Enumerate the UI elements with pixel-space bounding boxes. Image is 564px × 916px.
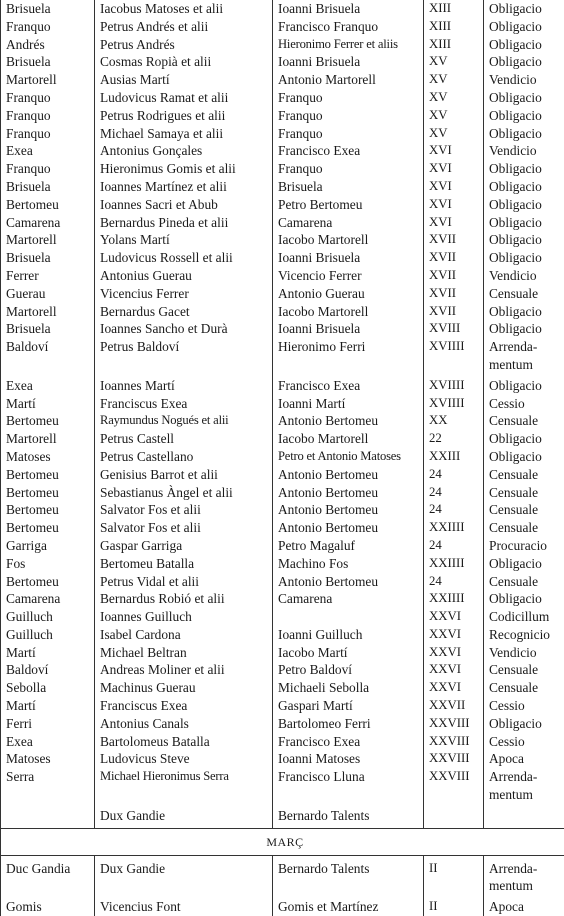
- party-cell: Franciscus Exea: [95, 395, 273, 413]
- act-type-cell: Apoca: [484, 898, 564, 916]
- month-section-row: [1, 828, 564, 855]
- act-type-cell: Obligacio: [484, 107, 564, 125]
- table-row: [1, 107, 564, 125]
- surname-cell: Camarena: [1, 214, 95, 232]
- act-type-cell: Obligacio: [484, 231, 564, 249]
- recipient-cell: Franquo: [273, 125, 424, 143]
- party-cell: Vicencius Ferrer: [95, 285, 273, 303]
- party-cell: Antonius Guerau: [95, 267, 273, 285]
- table-row: [1, 590, 564, 608]
- act-type-cell: Obligacio: [484, 214, 564, 232]
- act-type-cell: Cessio: [484, 733, 564, 751]
- table-row: [1, 608, 564, 626]
- surname-cell: Martorell: [1, 430, 95, 448]
- act-type-cell: Codicillum: [484, 608, 564, 626]
- recipient-cell: Brisuela: [273, 178, 424, 196]
- act-type-cell: Censuale: [484, 412, 564, 430]
- table-row: [1, 644, 564, 662]
- act-type-cell: Obligacio: [484, 555, 564, 573]
- act-type-cell: Obligacio: [484, 430, 564, 448]
- day-cell: XXVI: [424, 608, 484, 626]
- day-cell: XVI: [424, 196, 484, 214]
- party-cell: Iacobus Matoses et alii: [95, 0, 273, 18]
- table-row: [1, 430, 564, 448]
- act-type-cell: Recognicio: [484, 626, 564, 644]
- recipient-cell: Petro et Antonio Matoses: [273, 448, 424, 466]
- table-row: [1, 484, 564, 502]
- day-cell: XXIIII: [424, 555, 484, 573]
- recipient-cell: Ioanni Brisuela: [273, 320, 424, 338]
- day-cell: 24: [424, 501, 484, 519]
- surname-cell: Bertomeu: [1, 573, 95, 591]
- act-type-cell: Arrenda-mentum: [484, 855, 564, 898]
- surname-cell: Ferri: [1, 715, 95, 733]
- day-cell: 24: [424, 466, 484, 484]
- party-cell: Bertomeu Batalla: [95, 555, 273, 573]
- surname-cell: Matoses: [1, 448, 95, 466]
- surname-cell: Guilluch: [1, 626, 95, 644]
- recipient-cell: Machino Fos: [273, 555, 424, 573]
- surname-cell: Camarena: [1, 590, 95, 608]
- table-row: [1, 377, 564, 395]
- party-cell: Petrus Andrés et alii: [95, 18, 273, 36]
- party-cell: Petrus Castellano: [95, 448, 273, 466]
- surname-cell: Bertomeu: [1, 196, 95, 214]
- table-row: [1, 466, 564, 484]
- day-cell: XVI: [424, 214, 484, 232]
- table-row: [1, 160, 564, 178]
- day-cell: II: [424, 898, 484, 916]
- surname-cell: Franquo: [1, 18, 95, 36]
- surname-cell: [1, 807, 95, 828]
- recipient-cell: Petro Magaluf: [273, 537, 424, 555]
- party-cell: Hieronimus Gomis et alii: [95, 160, 273, 178]
- surname-cell: Martí: [1, 395, 95, 413]
- table-row: [1, 303, 564, 321]
- month-heading: MARÇ: [1, 828, 564, 855]
- surname-cell: Brisuela: [1, 0, 95, 18]
- party-cell: Vicencius Font: [95, 898, 273, 916]
- day-cell: XXIIII: [424, 590, 484, 608]
- act-type-cell: Obligacio: [484, 160, 564, 178]
- recipient-cell: Francisco Exea: [273, 142, 424, 160]
- party-cell: Franciscus Exea: [95, 697, 273, 715]
- surname-cell: Franquo: [1, 89, 95, 107]
- surname-cell: Ferrer: [1, 267, 95, 285]
- act-type-cell: Obligacio: [484, 196, 564, 214]
- surname-cell: Brisuela: [1, 178, 95, 196]
- day-cell: XVII: [424, 303, 484, 321]
- act-type-cell: Censuale: [484, 679, 564, 697]
- day-cell: XVIIII: [424, 338, 484, 377]
- surname-cell: Brisuela: [1, 53, 95, 71]
- day-cell: XXIII: [424, 448, 484, 466]
- table-row: [1, 733, 564, 751]
- act-type-cell: Vendicio: [484, 71, 564, 89]
- day-cell: XVI: [424, 142, 484, 160]
- recipient-cell: Ioanni Martí: [273, 395, 424, 413]
- surname-cell: Martorell: [1, 231, 95, 249]
- party-cell: Ludovicus Steve: [95, 750, 273, 768]
- party-cell: Bernardus Pineda et alii: [95, 214, 273, 232]
- surname-cell: Exea: [1, 733, 95, 751]
- recipient-cell: Iacobo Martorell: [273, 430, 424, 448]
- surname-cell: Baldoví: [1, 338, 95, 377]
- surname-cell: Bertomeu: [1, 501, 95, 519]
- table-row: [1, 573, 564, 591]
- recipient-cell: Antonio Bertomeu: [273, 573, 424, 591]
- table-row: [1, 71, 564, 89]
- day-cell: [424, 807, 484, 828]
- party-cell: Bartolomeus Batalla: [95, 733, 273, 751]
- act-type-cell: Vendicio: [484, 267, 564, 285]
- recipient-cell: Bartolomeo Ferri: [273, 715, 424, 733]
- table-row: [1, 715, 564, 733]
- act-type-cell: Obligacio: [484, 89, 564, 107]
- day-cell: II: [424, 855, 484, 898]
- party-cell: Genisius Barrot et alii: [95, 466, 273, 484]
- table-row: [1, 750, 564, 768]
- act-type-cell: Vendicio: [484, 644, 564, 662]
- surname-cell: Franquo: [1, 107, 95, 125]
- table-row: [1, 412, 564, 430]
- table-row: [1, 36, 564, 54]
- recipient-cell: Franquo: [273, 160, 424, 178]
- surname-cell: Bertomeu: [1, 484, 95, 502]
- surname-cell: Exea: [1, 377, 95, 395]
- day-cell: XVIII: [424, 320, 484, 338]
- day-cell: XXVIII: [424, 733, 484, 751]
- act-type-cell: Censuale: [484, 285, 564, 303]
- party-cell: Michael Samaya et alii: [95, 125, 273, 143]
- surname-cell: Martorell: [1, 71, 95, 89]
- recipient-cell: Camarena: [273, 590, 424, 608]
- day-cell: XVI: [424, 178, 484, 196]
- table-row: [1, 807, 564, 828]
- recipient-cell: Petro Baldoví: [273, 661, 424, 679]
- party-cell: Petrus Andrés: [95, 36, 273, 54]
- surname-cell: Baldoví: [1, 661, 95, 679]
- recipient-cell: Ioanni Brisuela: [273, 249, 424, 267]
- party-cell: Andreas Moliner et alii: [95, 661, 273, 679]
- table-row: [1, 249, 564, 267]
- act-type-cell: Arrenda-mentum: [484, 338, 564, 377]
- day-cell: XV: [424, 125, 484, 143]
- act-type-cell: Obligacio: [484, 448, 564, 466]
- day-cell: 24: [424, 573, 484, 591]
- recipient-cell: Franquo: [273, 107, 424, 125]
- table-row: [1, 626, 564, 644]
- table-row: [1, 555, 564, 573]
- day-cell: XXVI: [424, 661, 484, 679]
- party-cell: Gaspar Garriga: [95, 537, 273, 555]
- surname-cell: Bertomeu: [1, 466, 95, 484]
- recipient-cell: Bernardo Talents: [273, 855, 424, 898]
- day-cell: XIII: [424, 18, 484, 36]
- act-type-cell: Censuale: [484, 519, 564, 537]
- recipient-cell: Antonio Guerau: [273, 285, 424, 303]
- recipient-cell: Camarena: [273, 214, 424, 232]
- recipient-cell: Michaeli Sebolla: [273, 679, 424, 697]
- table-row: [1, 501, 564, 519]
- day-cell: 22: [424, 430, 484, 448]
- act-type-cell: Obligacio: [484, 590, 564, 608]
- table-row: [1, 519, 564, 537]
- surname-cell: Serra: [1, 768, 95, 807]
- recipient-cell: Antonio Martorell: [273, 71, 424, 89]
- recipient-cell: Antonio Bertomeu: [273, 412, 424, 430]
- act-type-cell: Obligacio: [484, 320, 564, 338]
- surname-cell: Brisuela: [1, 249, 95, 267]
- day-cell: XIII: [424, 0, 484, 18]
- surname-cell: Garriga: [1, 537, 95, 555]
- party-cell: Michael Hieronimus Serra: [95, 768, 273, 807]
- day-cell: XV: [424, 53, 484, 71]
- recipient-cell: Antonio Bertomeu: [273, 519, 424, 537]
- act-type-cell: Obligacio: [484, 53, 564, 71]
- act-type-cell: Censuale: [484, 573, 564, 591]
- day-cell: XIII: [424, 36, 484, 54]
- party-cell: Machinus Guerau: [95, 679, 273, 697]
- recipient-cell: Gomis et Martínez: [273, 898, 424, 916]
- party-cell: Dux Gandie: [95, 807, 273, 828]
- table-row: [1, 448, 564, 466]
- act-type-cell: Obligacio: [484, 249, 564, 267]
- day-cell: XV: [424, 71, 484, 89]
- party-cell: Ausias Martí: [95, 71, 273, 89]
- day-cell: XXVI: [424, 626, 484, 644]
- recipient-cell: Vicencio Ferrer: [273, 267, 424, 285]
- surname-cell: Duc Gandia: [1, 855, 95, 898]
- table-row: [1, 231, 564, 249]
- recipient-cell: Ioanni Matoses: [273, 750, 424, 768]
- surname-cell: Guilluch: [1, 608, 95, 626]
- day-cell: XVIIII: [424, 377, 484, 395]
- party-cell: Ludovicus Rossell et alii: [95, 249, 273, 267]
- day-cell: XVII: [424, 285, 484, 303]
- table-row: [1, 18, 564, 36]
- recipient-cell: Francisco Lluna: [273, 768, 424, 807]
- table-row: [1, 898, 564, 916]
- day-cell: XVII: [424, 249, 484, 267]
- recipient-cell: Francisco Exea: [273, 733, 424, 751]
- table-row: [1, 267, 564, 285]
- table-row: [1, 214, 564, 232]
- party-cell: Ioannes Martínez et alii: [95, 178, 273, 196]
- recipient-cell: Hieronimo Ferrer et aliis: [273, 36, 424, 54]
- recipient-cell: Gaspari Martí: [273, 697, 424, 715]
- party-cell: Michael Beltran: [95, 644, 273, 662]
- table-row: [1, 395, 564, 413]
- day-cell: XVIIII: [424, 395, 484, 413]
- day-cell: XXVIII: [424, 715, 484, 733]
- day-cell: XVII: [424, 267, 484, 285]
- act-type-cell: Obligacio: [484, 715, 564, 733]
- party-cell: Ioannes Sancho et Durà: [95, 320, 273, 338]
- surname-cell: Andrés: [1, 36, 95, 54]
- day-cell: XVII: [424, 231, 484, 249]
- day-cell: XXIIII: [424, 519, 484, 537]
- surname-cell: Guerau: [1, 285, 95, 303]
- party-cell: Cosmas Ropià et alii: [95, 53, 273, 71]
- party-cell: Dux Gandie: [95, 855, 273, 898]
- act-type-cell: Apoca: [484, 750, 564, 768]
- party-cell: Petrus Baldoví: [95, 338, 273, 377]
- table-row: [1, 142, 564, 160]
- table-row: [1, 196, 564, 214]
- party-cell: Petrus Rodrigues et alii: [95, 107, 273, 125]
- surname-cell: Matoses: [1, 750, 95, 768]
- recipient-cell: Franquo: [273, 89, 424, 107]
- recipient-cell: Hieronimo Ferri: [273, 338, 424, 377]
- recipient-cell: Francisco Exea: [273, 377, 424, 395]
- act-type-cell: Censuale: [484, 466, 564, 484]
- act-type-cell: Obligacio: [484, 377, 564, 395]
- recipient-cell: Iacobo Martí: [273, 644, 424, 662]
- table-row: [1, 697, 564, 715]
- recipient-cell: Ioanni Brisuela: [273, 53, 424, 71]
- recipient-cell: Ioanni Brisuela: [273, 0, 424, 18]
- table-row: [1, 338, 564, 377]
- day-cell: XXVIII: [424, 750, 484, 768]
- table-row: [1, 89, 564, 107]
- recipient-cell: Francisco Franquo: [273, 18, 424, 36]
- act-type-cell: Censuale: [484, 501, 564, 519]
- table-row: [1, 285, 564, 303]
- table-row: [1, 855, 564, 898]
- act-type-cell: Cessio: [484, 697, 564, 715]
- party-cell: Antonius Canals: [95, 715, 273, 733]
- act-type-cell: Obligacio: [484, 303, 564, 321]
- party-cell: Ludovicus Ramat et alii: [95, 89, 273, 107]
- day-cell: XX: [424, 412, 484, 430]
- day-cell: 24: [424, 537, 484, 555]
- table-row: [1, 53, 564, 71]
- surname-cell: Bertomeu: [1, 412, 95, 430]
- party-cell: Bernardus Robió et alii: [95, 590, 273, 608]
- act-type-cell: Obligacio: [484, 178, 564, 196]
- day-cell: XVI: [424, 160, 484, 178]
- surname-cell: Fos: [1, 555, 95, 573]
- recipient-cell: Iacobo Martorell: [273, 231, 424, 249]
- party-cell: Yolans Martí: [95, 231, 273, 249]
- day-cell: XV: [424, 89, 484, 107]
- party-cell: Bernardus Gacet: [95, 303, 273, 321]
- table-row: [1, 537, 564, 555]
- act-type-cell: Procuracio: [484, 537, 564, 555]
- day-cell: XXVII: [424, 697, 484, 715]
- surname-cell: Sebolla: [1, 679, 95, 697]
- party-cell: Ioannes Martí: [95, 377, 273, 395]
- surname-cell: Franquo: [1, 125, 95, 143]
- recipient-cell: Bernardo Talents: [273, 807, 424, 828]
- party-cell: Petrus Castell: [95, 430, 273, 448]
- recipient-cell: Antonio Bertomeu: [273, 501, 424, 519]
- day-cell: XXVI: [424, 679, 484, 697]
- act-type-cell: Censuale: [484, 661, 564, 679]
- recipient-cell: Ioanni Guilluch: [273, 626, 424, 644]
- recipient-cell: Antonio Bertomeu: [273, 466, 424, 484]
- party-cell: Isabel Cardona: [95, 626, 273, 644]
- surname-cell: Exea: [1, 142, 95, 160]
- party-cell: Sebastianus Àngel et alii: [95, 484, 273, 502]
- table-row: [1, 768, 564, 807]
- party-cell: Raymundus Nogués et alii: [95, 412, 273, 430]
- surname-cell: Martorell: [1, 303, 95, 321]
- act-type-cell: Obligacio: [484, 36, 564, 54]
- surname-cell: Martí: [1, 644, 95, 662]
- act-type-cell: Obligacio: [484, 18, 564, 36]
- table-row: [1, 125, 564, 143]
- act-type-cell: Arrenda-mentum: [484, 768, 564, 807]
- act-type-cell: Obligacio: [484, 0, 564, 18]
- table-row: [1, 320, 564, 338]
- day-cell: XXVIII: [424, 768, 484, 807]
- recipient-cell: [273, 608, 424, 626]
- table-row: [1, 679, 564, 697]
- register-body: [1, 0, 564, 916]
- surname-cell: Bertomeu: [1, 519, 95, 537]
- party-cell: Petrus Vidal et alii: [95, 573, 273, 591]
- day-cell: 24: [424, 484, 484, 502]
- party-cell: Salvator Fos et alii: [95, 519, 273, 537]
- table-row: [1, 178, 564, 196]
- act-type-cell: Obligacio: [484, 125, 564, 143]
- party-cell: Ioannes Guilluch: [95, 608, 273, 626]
- day-cell: XXVI: [424, 644, 484, 662]
- act-type-cell: Vendicio: [484, 142, 564, 160]
- recipient-cell: Antonio Bertomeu: [273, 484, 424, 502]
- act-type-cell: [484, 807, 564, 828]
- act-type-cell: Cessio: [484, 395, 564, 413]
- party-cell: Ioannes Sacri et Abub: [95, 196, 273, 214]
- surname-cell: Martí: [1, 697, 95, 715]
- party-cell: Salvator Fos et alii: [95, 501, 273, 519]
- table-row: [1, 0, 564, 18]
- table-row: [1, 661, 564, 679]
- act-type-cell: Censuale: [484, 484, 564, 502]
- recipient-cell: Petro Bertomeu: [273, 196, 424, 214]
- party-cell: Antonius Gonçales: [95, 142, 273, 160]
- day-cell: XV: [424, 107, 484, 125]
- recipient-cell: Iacobo Martorell: [273, 303, 424, 321]
- surname-cell: Franquo: [1, 160, 95, 178]
- surname-cell: Brisuela: [1, 320, 95, 338]
- surname-cell: Gomis: [1, 898, 95, 916]
